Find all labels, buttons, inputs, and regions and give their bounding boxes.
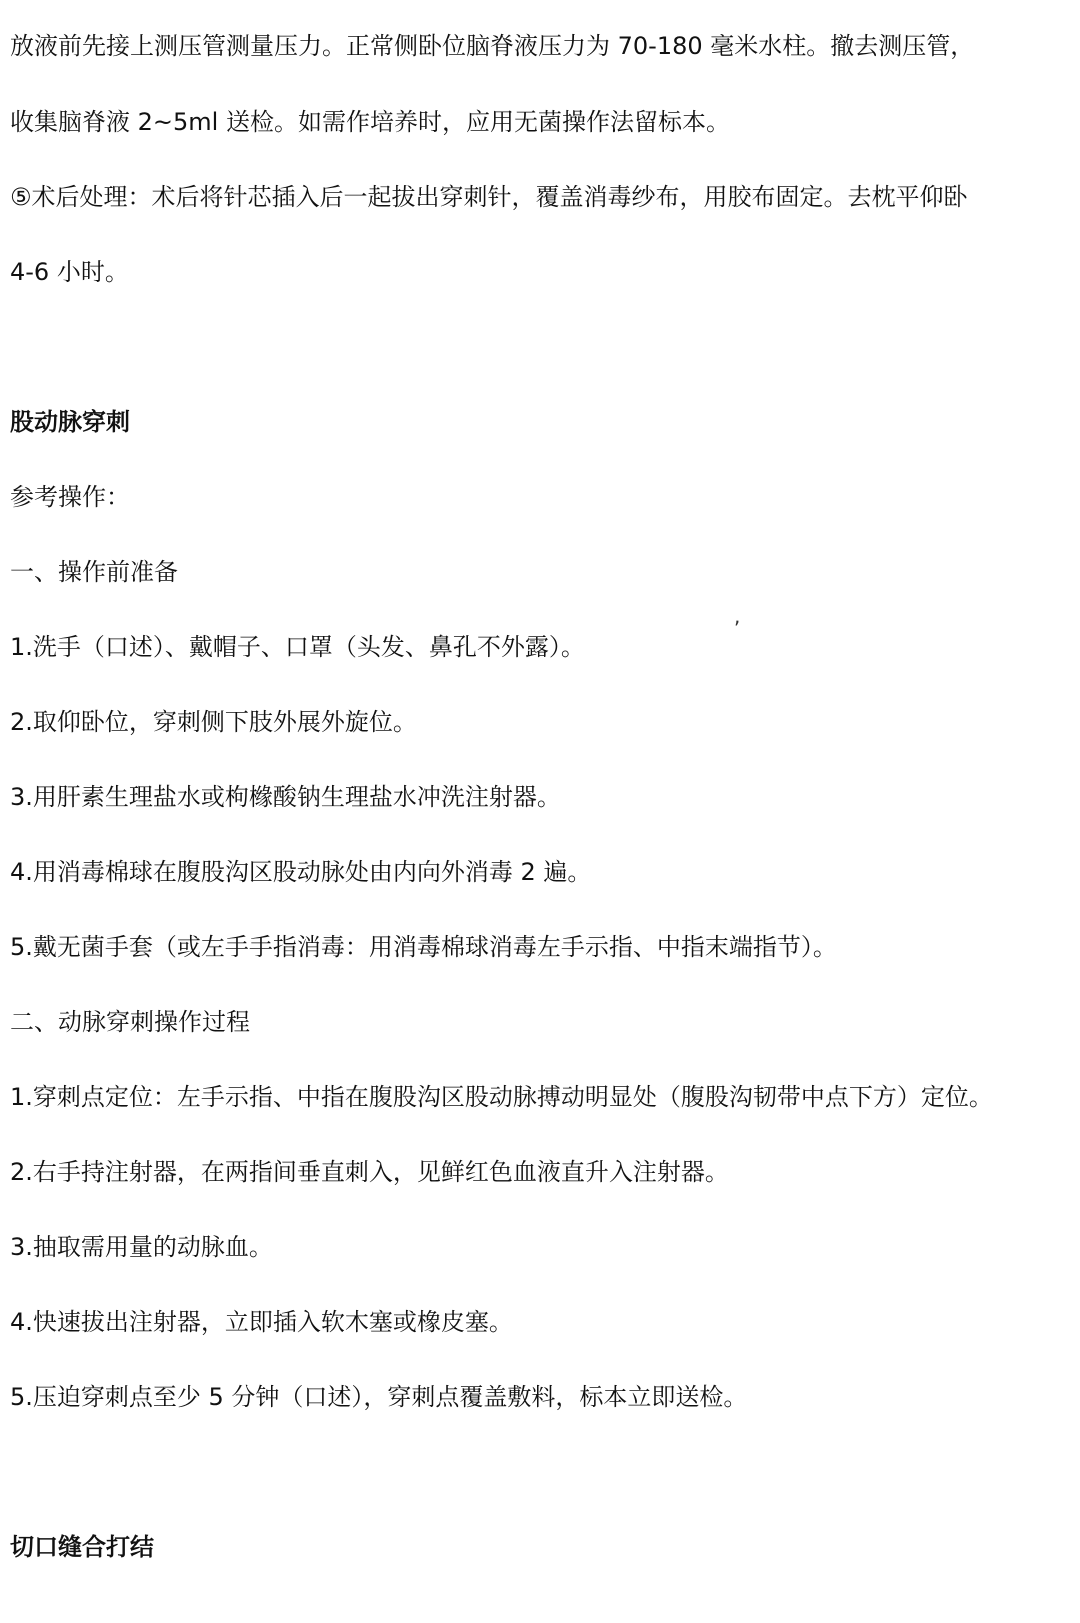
intro-paragraph-line-2: 收集脑脊液 2~5ml 送检。如需作培养时，应用无菌操作法留标本。 [10, 108, 730, 136]
procedure-step: 5.压迫穿刺点至少 5 分钟（口述），穿刺点覆盖敷料，标本立即送检。 [10, 1383, 748, 1411]
prep-step: 1.洗手（口述）、戴帽子、口罩（头发、鼻孔不外露）。 [10, 633, 585, 661]
section-title-femoral-puncture: 股动脉穿刺 [10, 408, 130, 436]
postop-paragraph-line-2: 4-6 小时。 [10, 258, 129, 286]
prep-step: 5.戴无菌手套（或左手手指消毒：用消毒棉球消毒左手示指、中指末端指节）。 [10, 933, 837, 961]
procedure-step: 1.穿刺点定位：左手示指、中指在腹股沟区股动脉搏动明显处（腹股沟韧带中点下方）定位。 [10, 1083, 993, 1111]
stray-comma-mark: , [734, 604, 741, 628]
reference-operation-label: 参考操作： [10, 483, 130, 511]
section-title-incision-suture: 切口缝合打结 [10, 1533, 154, 1561]
prep-step: 2.取仰卧位，穿刺侧下肢外展外旋位。 [10, 708, 417, 736]
prep-step: 4.用消毒棉球在腹股沟区股动脉处由内向外消毒 2 遍。 [10, 858, 592, 886]
procedure-heading: 二、动脉穿刺操作过程 [10, 1008, 250, 1036]
procedure-step: 3.抽取需用量的动脉血。 [10, 1233, 273, 1261]
prep-step: 3.用肝素生理盐水或枸橼酸钠生理盐水冲洗注射器。 [10, 783, 561, 811]
procedure-step: 2.右手持注射器，在两指间垂直刺入，见鲜红色血液直升入注射器。 [10, 1158, 729, 1186]
postop-paragraph-line-1: ⑤术后处理：术后将针芯插入后一起拔出穿刺针，覆盖消毒纱布，用胶布固定。去枕平仰卧 [10, 183, 968, 211]
procedure-step: 4.快速拔出注射器，立即插入软木塞或橡皮塞。 [10, 1308, 513, 1336]
intro-paragraph-line-1: 放液前先接上测压管测量压力。正常侧卧位脑脊液压力为 70-180 毫米水柱。撤去测压管， [10, 32, 975, 60]
prep-heading: 一、操作前准备 [10, 558, 178, 586]
